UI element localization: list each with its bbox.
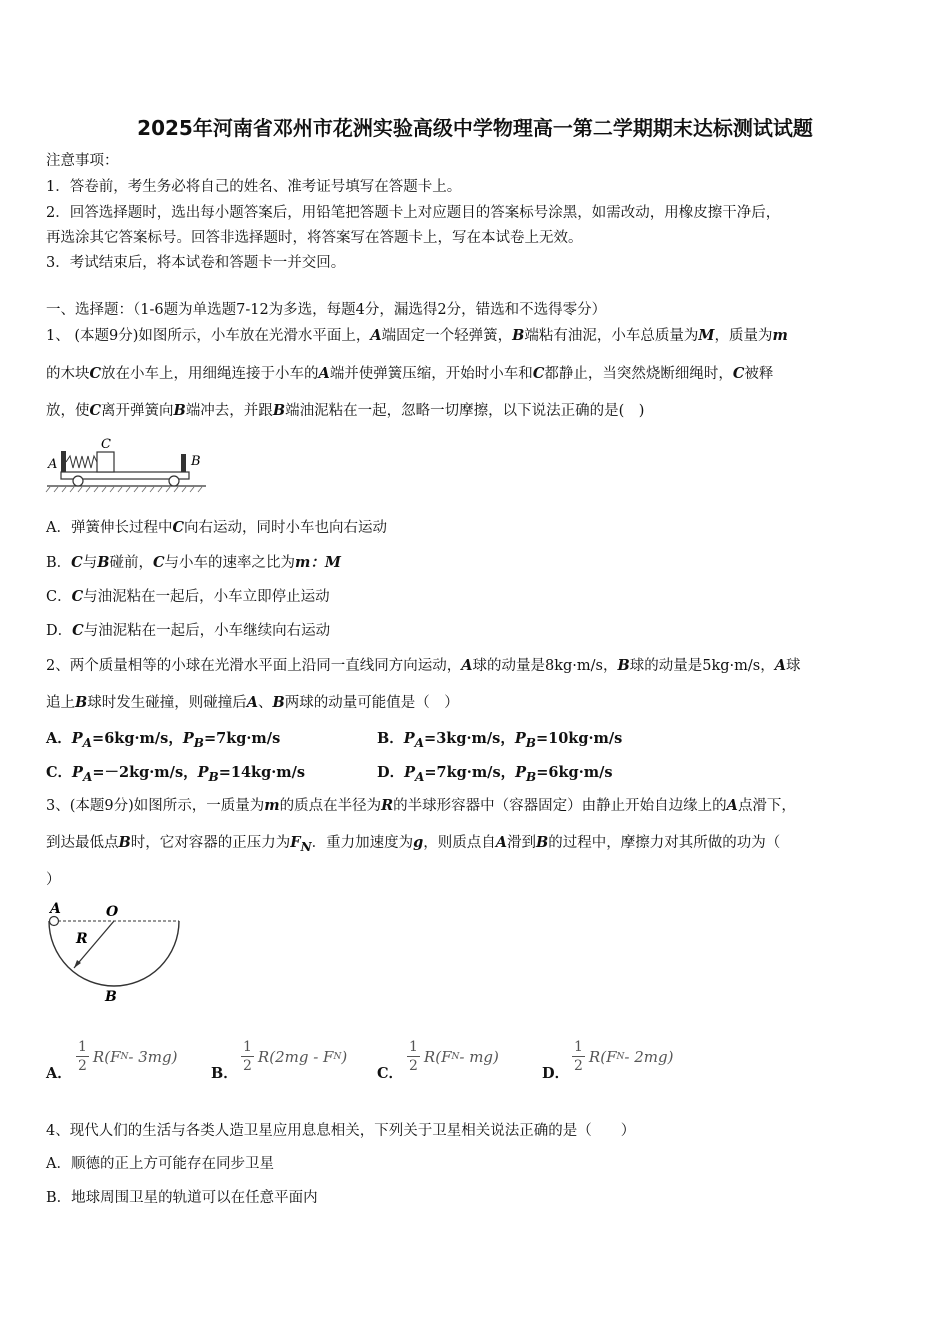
q3-option-a-label[interactable]: A． (46, 1065, 72, 1082)
q1-line1: 1、 (本题9分)如图所示，小车放在光滑水平面上，A端固定一个轻弹簧，B端粘有油泥，小车总质量为M，质量为m (46, 327, 788, 344)
q3-option-b-formula[interactable]: $\frac{1}{2}$ R(2mg - F N ) (243, 1039, 348, 1074)
q3-line2: 到达最低点B时，它对容器的正压力为$F_N$．重力加速度为g，则质点自A滑到B的过程中，摩擦力对其所做的功为（ (46, 834, 781, 854)
hemisphere-label-a: A (50, 901, 61, 917)
q2-option-a[interactable]: A．$P_A=6kg\cdot m/s$，$P_B=7kg\cdot m/s$ (46, 730, 281, 750)
q3-line1: 3、(本题9分)如图所示，一质量为m的质点在半径为R的半球形容器中（容器固定）由静止开始自边缘上的A点滑下， (46, 797, 796, 814)
cart-label-a: A (48, 457, 58, 472)
q1-line2: 的木块C放在小车上，用细绳连接于小车的A端并使弹簧压缩，开始时小车和C都静止，当突然烧断细绳时，C被释 (46, 365, 774, 382)
hemisphere-label-o: O (106, 904, 119, 920)
note-2a: 2．回答选择题时，选出每小题答案后，用铅笔把答题卡上对应题目的答案标号涂黑，如需改动，用橡皮擦干净后， (46, 205, 781, 221)
q3-option-c-label[interactable]: C． (377, 1065, 404, 1082)
page-title: 2025年河南省邓州市花洲实验高级中学物理高一第二学期期末达标测试试题 (137, 116, 813, 140)
q3-line3: ） (46, 872, 61, 888)
hemisphere-label-r: R (76, 931, 88, 947)
cart-label-b: B (191, 454, 201, 469)
note-3: 3．考试结束后，将本试卷和答题卡一并交回。 (46, 255, 346, 271)
q1-line3: 放，使C离开弹簧向B端冲去，并跟B端油泥粘在一起，忽略一切摩擦，以下说法正确的是( ) (46, 402, 645, 419)
q2-option-c[interactable]: C．$P_A=-2kg\cdot m/s$，$P_B=14kg\cdot m/s$ (46, 764, 306, 784)
note-2b: 再选涂其它答案标号。回答非选择题时，将答案写在答题卡上，写在本试卷上无效。 (46, 230, 583, 246)
q2-option-d[interactable]: D．$P_A=7kg\cdot m/s$，$P_B=6kg\cdot m/s$ (377, 764, 613, 784)
cart-label-c: C (101, 437, 111, 452)
hemisphere-label-b: B (105, 989, 117, 1004)
q3-option-d-label[interactable]: D． (542, 1065, 570, 1082)
q3-option-d-formula[interactable]: $\frac{1}{2}$ R(F N - 2mg) (574, 1039, 674, 1074)
q4-line1: 4、现代人们的生活与各类人造卫星应用息息相关，下列关于卫星相关说法正确的是（ ） (46, 1123, 636, 1139)
notes-heading: 注意事项： (46, 153, 119, 169)
section-heading: 一、选择题：（1-6题为单选题7-12为多选，每题4分，漏选得2分，错选和不选得零分） (46, 302, 607, 318)
q1-option-c[interactable]: C．C与油泥粘在一起后，小车立即停止运动 (46, 588, 330, 605)
q2-option-b[interactable]: B．$P_A=3kg\cdot m/s$，$P_B=10kg\cdot m/s$ (377, 730, 623, 750)
q1-option-b[interactable]: B．C与B碰前，C与小车的速率之比为m：M (46, 554, 341, 571)
q2-line1: 2、两个质量相等的小球在光滑水平面上沿同一直线同方向运动，A球的动量是8kg·m/s，B球的动量是5kg·m/s，A球 (46, 657, 801, 674)
note-1: 1．答卷前，考生务必将自己的姓名、准考证号填写在答题卡上。 (46, 179, 462, 195)
hemisphere-figure (44, 900, 184, 1004)
q3-option-b-label[interactable]: B． (211, 1065, 238, 1082)
q3-option-a-formula[interactable]: $\frac{1}{2}$ R(F N - 3mg) (78, 1039, 178, 1074)
q1-option-d[interactable]: D．C与油泥粘在一起后，小车继续向右运动 (46, 622, 331, 639)
cart-figure (44, 432, 210, 494)
q3-option-c-formula[interactable]: $\frac{1}{2}$ R(F N - mg) (409, 1039, 499, 1074)
q4-option-a[interactable]: A．顺德的正上方可能存在同步卫星 (46, 1156, 274, 1172)
q2-line2: 追上B球时发生碰撞，则碰撞后A、B两球的动量可能值是（ ） (46, 694, 459, 711)
q4-option-b[interactable]: B．地球周围卫星的轨道可以在任意平面内 (46, 1190, 318, 1206)
q1-option-a[interactable]: A．弹簧伸长过程中C向右运动，同时小车也向右运动 (46, 519, 388, 536)
